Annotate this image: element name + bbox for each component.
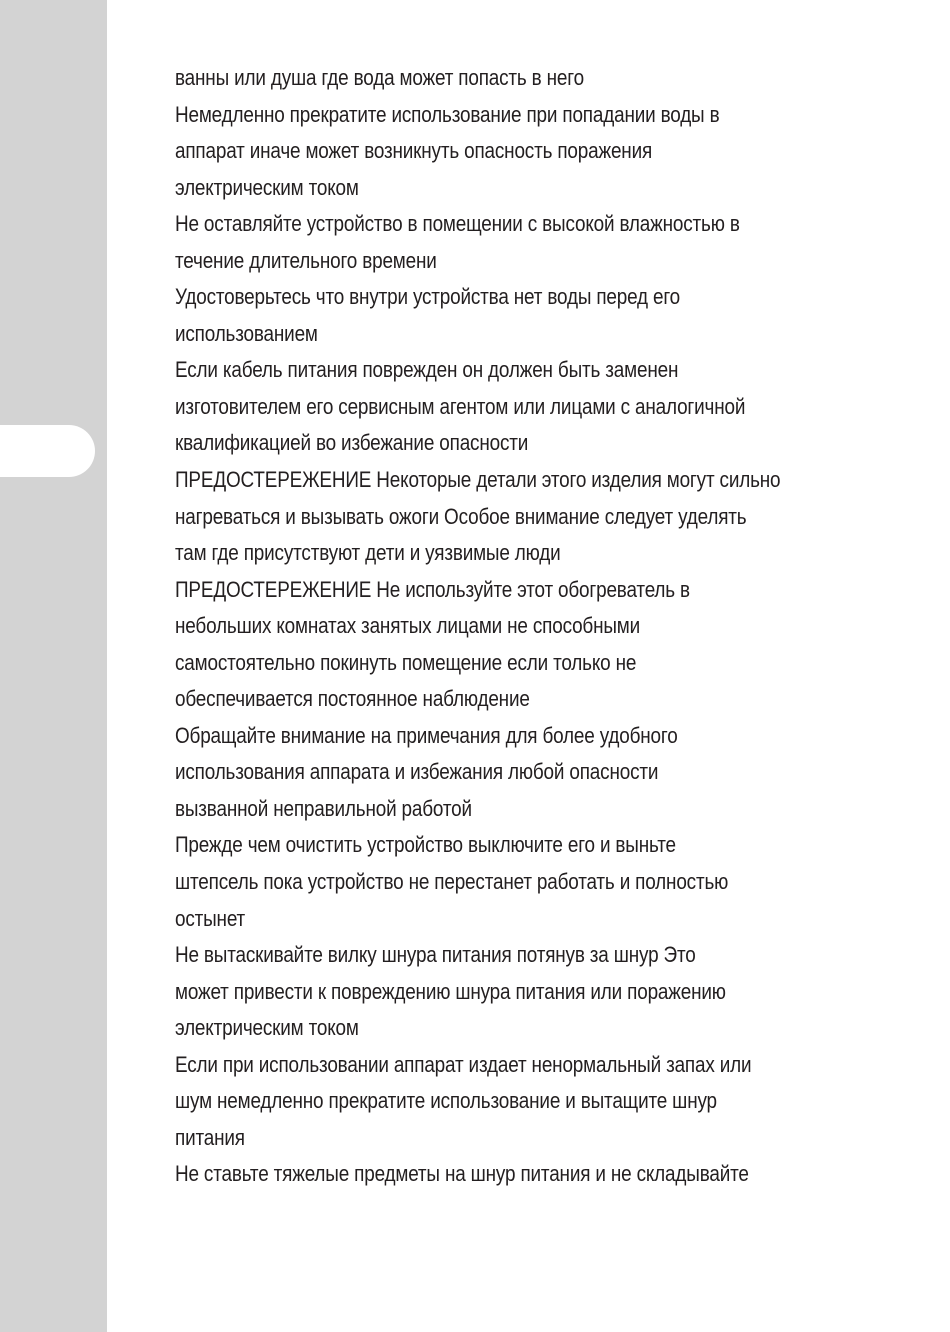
text-line: использованием xyxy=(175,320,318,346)
text-line: ПРЕДОСТЕРЕЖЕНИЕ Не используйте этот обогреватель в xyxy=(175,576,690,602)
text-line: штепсель пока устройство не перестанет работать и полностью xyxy=(175,869,729,895)
text-line: использования аппарата и избежания любой опасности xyxy=(175,759,659,785)
text-line: Не ставьте тяжелые предметы на шнур питания и не складывайте xyxy=(175,1161,749,1187)
text-line: Обращайте внимание на примечания для более удобного xyxy=(175,722,678,748)
text-line: вызванной неправильной работой xyxy=(175,795,472,821)
text-line: электрическим током xyxy=(175,174,359,200)
text-line: Если кабель питания поврежден он должен быть заменен xyxy=(175,357,679,383)
text-line: течение длительного времени xyxy=(175,247,437,273)
text-line: обеспечивается постоянное наблюдение xyxy=(175,686,530,712)
text-line: остынет xyxy=(175,905,246,931)
text-line: самостоятельно покинуть помещение если только не xyxy=(175,649,637,675)
text-line: нагреваться и вызывать ожоги Особое внимание следует уделять xyxy=(175,503,747,529)
side-strip xyxy=(0,0,107,1332)
text-line: аппарат иначе может возникнуть опасность поражения xyxy=(175,138,653,164)
text-line: Не вытаскивайте вилку шнура питания потянув за шнур Это xyxy=(175,942,696,968)
text-line: там где присутствуют дети и уязвимые люди xyxy=(175,540,561,566)
safety-instructions-text xyxy=(175,60,875,1193)
text-line: Удостоверьтесь что внутри устройства нет воды перед его xyxy=(175,284,681,310)
text-line: Не оставляйте устройство в помещении с высокой влажностью в xyxy=(175,211,740,237)
text-line: небольших комнатах занятых лицами не способными xyxy=(175,613,641,639)
text-line: Если при использовании аппарат издает ненормальный запах или xyxy=(175,1051,752,1077)
text-line: квалификацией во избежание опасности xyxy=(175,430,529,456)
text-line: питания xyxy=(175,1124,245,1150)
text-line: шум немедленно прекратите использование и вытащите шнур xyxy=(175,1088,717,1114)
text-line: ванны или душа где вода может попасть в него xyxy=(175,65,584,90)
text-line: Прежде чем очистить устройство выключите его и выньте xyxy=(175,832,676,858)
text-line: ПРЕДОСТЕРЕЖЕНИЕ Некоторые детали этого изделия могут сильно xyxy=(175,467,781,493)
text-line: Немедленно прекратите использование при попадании воды в xyxy=(175,101,720,127)
text-line: может привести к повреждению шнура питания или поражению xyxy=(175,978,726,1004)
text-line: электрическим током xyxy=(175,1015,359,1041)
text-line: изготовителем его сервисным агентом или лицами с аналогичной xyxy=(175,393,746,419)
side-tab xyxy=(0,425,95,477)
